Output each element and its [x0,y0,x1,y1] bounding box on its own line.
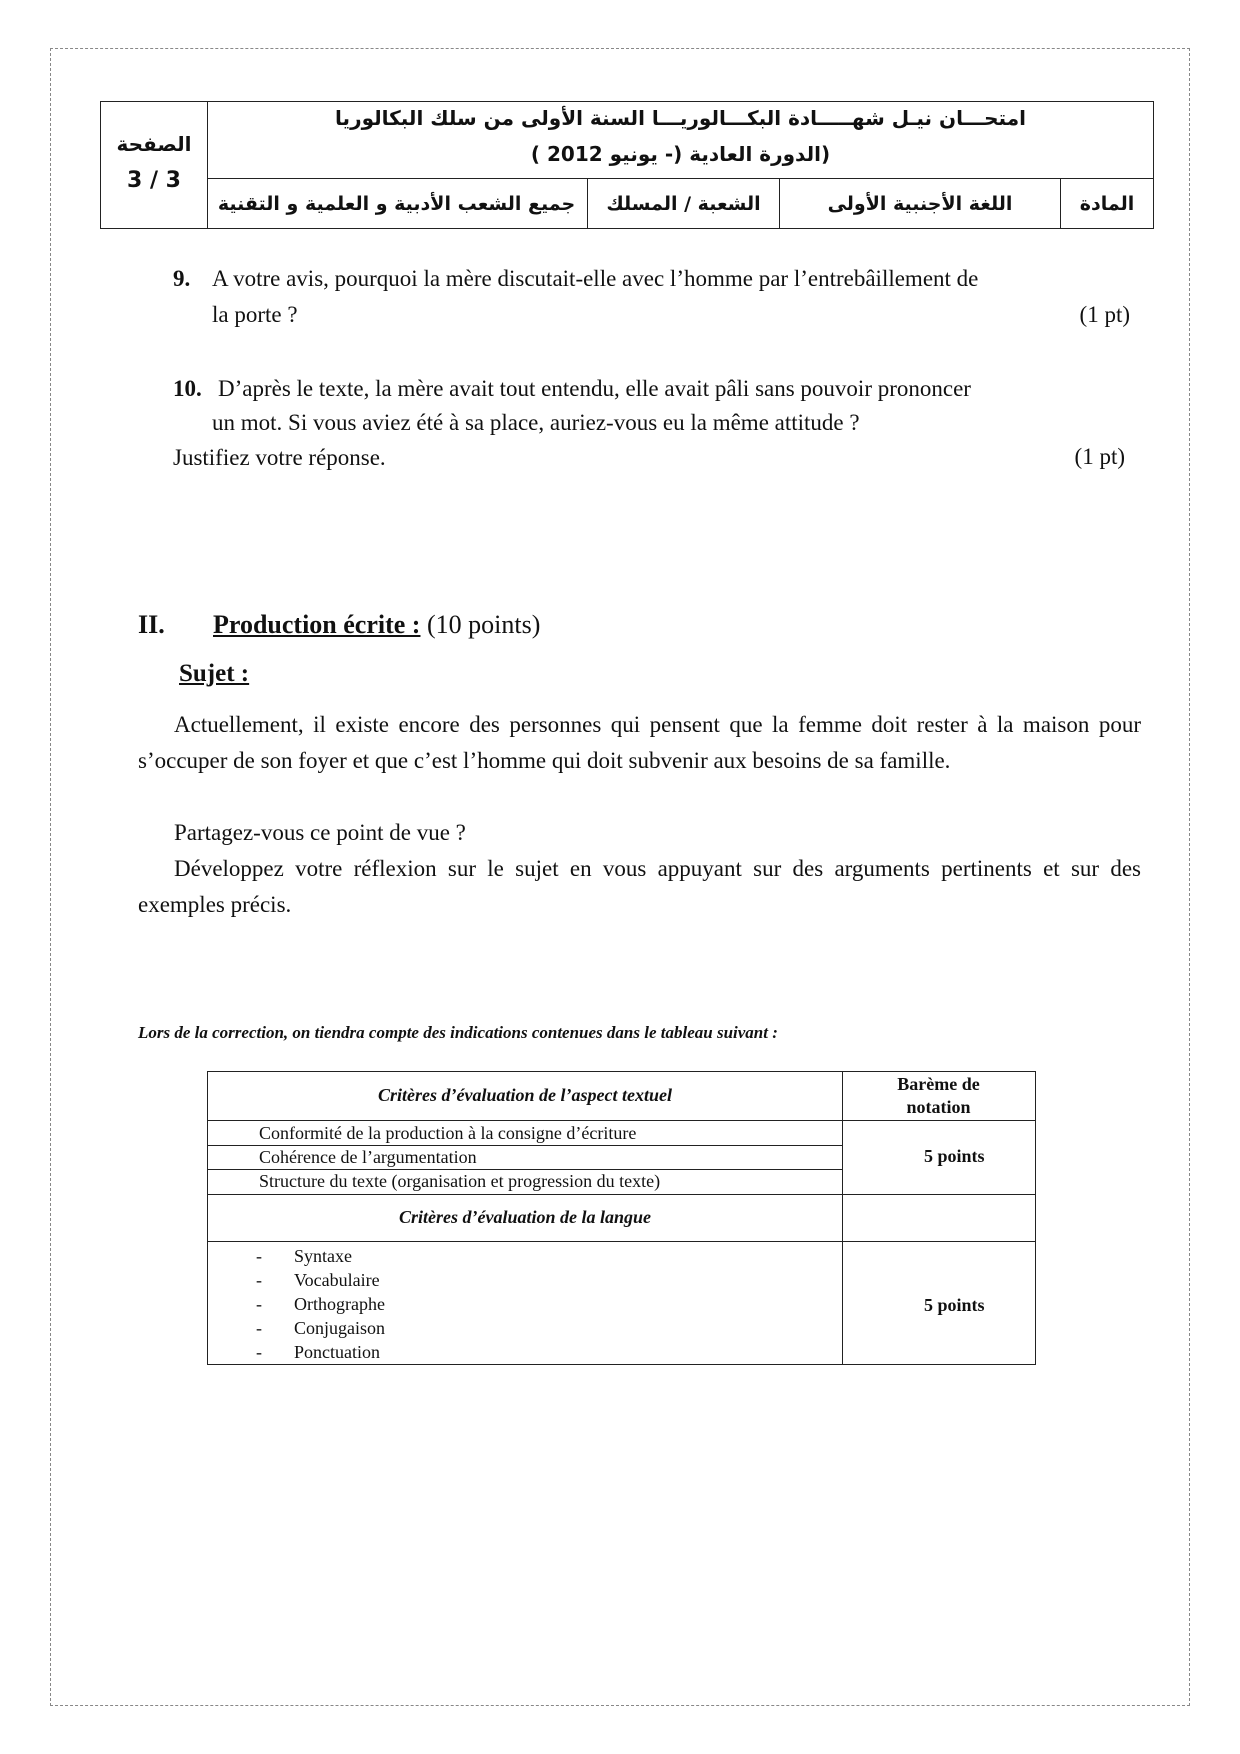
filiere-label: الشعبة / المسلك [587,179,779,228]
textual-criteria-header: Critères d’évaluation de l’aspect textuel [378,1085,672,1105]
textual-item-2: Cohérence de l’argumentation [259,1147,477,1167]
question-10-number: 10. [173,376,202,401]
language-criteria-header: Critères d’évaluation de la langue [399,1207,651,1227]
bareme-header-line1: Barème de [897,1074,980,1094]
exam-title-cell [208,102,1153,179]
table-row-divider [208,1241,1035,1242]
textual-item-3: Structure du texte (organisation et progression du texte) [259,1171,661,1191]
list-dash: - [256,1318,262,1338]
subject-value: اللغة الأجنبية الأولى [779,179,1060,228]
language-item-syntaxe: Syntaxe [294,1246,352,1266]
page-cell [101,102,208,228]
page-number: 3 / 3 [127,168,181,193]
language-item-ponctuation: Ponctuation [294,1342,380,1362]
language-item-vocabulaire: Vocabulaire [294,1270,380,1290]
exam-info-row [208,179,1153,228]
question-10-points: (1 pt) [1074,444,1125,469]
list-dash: - [256,1270,262,1290]
language-item-orthographe: Orthographe [294,1294,385,1314]
list-dash: - [256,1342,262,1362]
section-title [213,610,540,640]
question-10-line2: un mot. Si vous aviez été à sa place, auriez-vous eu la même attitude ? [212,410,860,435]
list-dash: - [256,1246,262,1266]
subject-label: المادة [1060,179,1153,228]
question-10-line3: Justifiez votre réponse. [173,445,386,470]
question-9-number: 9. [173,266,191,291]
question-9-line1: A votre avis, pourquoi la mère discutait-elle avec l’homme par l’entrebâillement de [212,266,979,291]
table-row-divider [208,1145,842,1146]
language-item-conjugaison: Conjugaison [294,1318,386,1338]
exam-title-line2: (الدورة العادية (- يونيو 2012 ) [530,142,831,166]
section-number: II. [138,610,165,639]
list-dash: - [256,1294,262,1314]
section-points: (10 points) [426,610,541,639]
question-9-points: (1 pt) [1079,302,1130,327]
correction-note: Lors de la correction, on tiendra compte des indications contenues dans le tableau suivant : [138,1023,778,1042]
filiere-value: جميع الشعب الأدبية و العلمية و التقنية [217,192,576,215]
textual-item-1: Conformité de la production à la consigne d’écriture [259,1123,637,1143]
textual-points: 5 points [924,1146,985,1166]
exam-title-line1: امتحـــان نيـل شهـــــادة البكـــالوريـــا السنة الأولى من سلك البكالوريا [335,106,1026,130]
exam-header-table [100,101,1154,229]
sujet-paragraph-3: Développez votre réflexion sur le sujet en vous appuyant sur des arguments pertinents et sur des exemples précis. [138,856,1141,917]
question-10-line1: D’après le texte, la mère avait tout entendu, elle avait pâli sans pouvoir prononcer [218,376,971,401]
sujet-paragraph-2: Partagez-vous ce point de vue ? [174,820,466,845]
table-row-divider [208,1169,842,1170]
table-row-divider [208,1120,1035,1121]
sujet-label: Sujet : [179,660,250,687]
language-points: 5 points [924,1295,985,1315]
section-title-text: Production écrite : [213,610,421,639]
criteria-table [207,1071,1036,1365]
question-9-line2: la porte ? [212,302,298,327]
sujet-paragraph-1: Actuellement, il existe encore des personnes qui pensent que la femme doit rester à la maison pour s’occuper de son foyer et que c’est l’homme qui doit subvenir aux besoins de sa famille. [138,712,1141,773]
page-label: الصفحة [116,132,192,156]
bareme-header-line2: notation [906,1097,971,1117]
bareme-header [842,1073,1035,1119]
table-row-divider [208,1194,1035,1195]
